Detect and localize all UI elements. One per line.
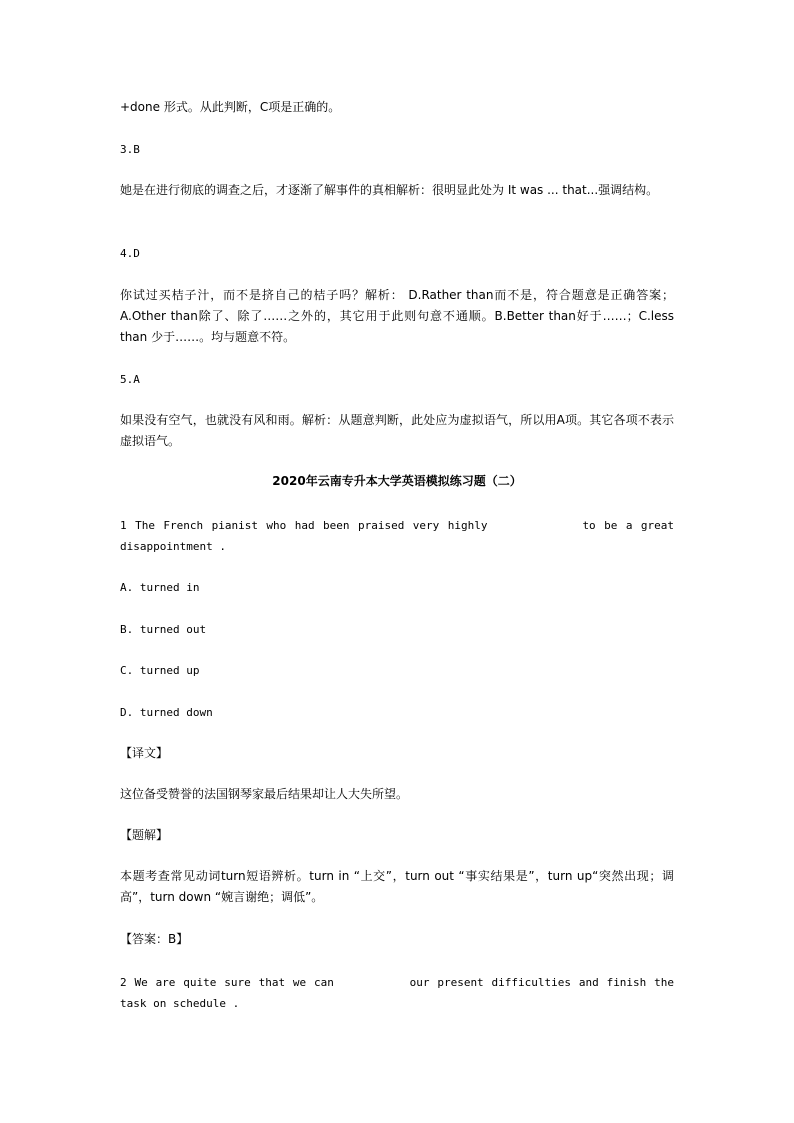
question-2-stem [120, 972, 674, 1014]
question-4-answer: 4.D [120, 247, 140, 260]
question-1-stem-part2: to be a great disappointment . [120, 519, 675, 553]
question-2-stem-part2: our present difficulties and finish the task on schedule . [120, 976, 675, 1010]
answer-label: 【答案：B】 [120, 932, 189, 946]
question-3-analysis: 她是在进行彻底的调查之后，才逐渐了解事件的真相解析：很明显此处为 It was ... that...强调结构。 [120, 183, 659, 197]
option-c: C. turned up [120, 664, 200, 677]
option-a: A. turned in [120, 581, 200, 594]
question-5-answer: 5.A [120, 373, 140, 386]
question-3-answer: 3.B [120, 143, 140, 156]
analysis-continuation: +done 形式。从此判断，C项是正确的。 [120, 100, 341, 114]
explanation-text: 本题考查常见动词turn短语辨析。turn in “上交”，turn out “事实结果是”，turn up“突然出现；调高”，turn down “婉言谢绝；调低”。 [120, 869, 674, 904]
option-b: B. turned out [120, 623, 207, 636]
translation-label: 【译文】 [120, 746, 169, 760]
question-5-analysis: 如果没有空气，也就没有风和雨。解析：从题意判断，此处应为虚拟语气，所以用A项。其它各项不表示虚拟语气。 [120, 413, 674, 448]
question-4-analysis: 你试过买桔子汁，而不是挤自己的桔子吗？解析： D.Rather than而不是，符合题意是正确答案； A.Other than除了、除了……之外的，其它用于此则句意不通顺。B.Better than好于……；C.less than 少于……。均与题意不符。 [120, 288, 674, 344]
question-1-stem [120, 515, 674, 557]
section-title: 2020年云南专升本大学英语模拟练习题（二） [272, 474, 522, 488]
question-1-stem-part1: 1 The French pianist who had been praised very highly [120, 519, 488, 532]
explanation-label: 【题解】 [120, 828, 169, 842]
option-d: D. turned down [120, 706, 213, 719]
translation-text: 这位备受赞誉的法国钢琴家最后结果却让人大失所望。 [120, 787, 409, 801]
question-2-stem-part1: 2 We are quite sure that we can [120, 976, 334, 989]
